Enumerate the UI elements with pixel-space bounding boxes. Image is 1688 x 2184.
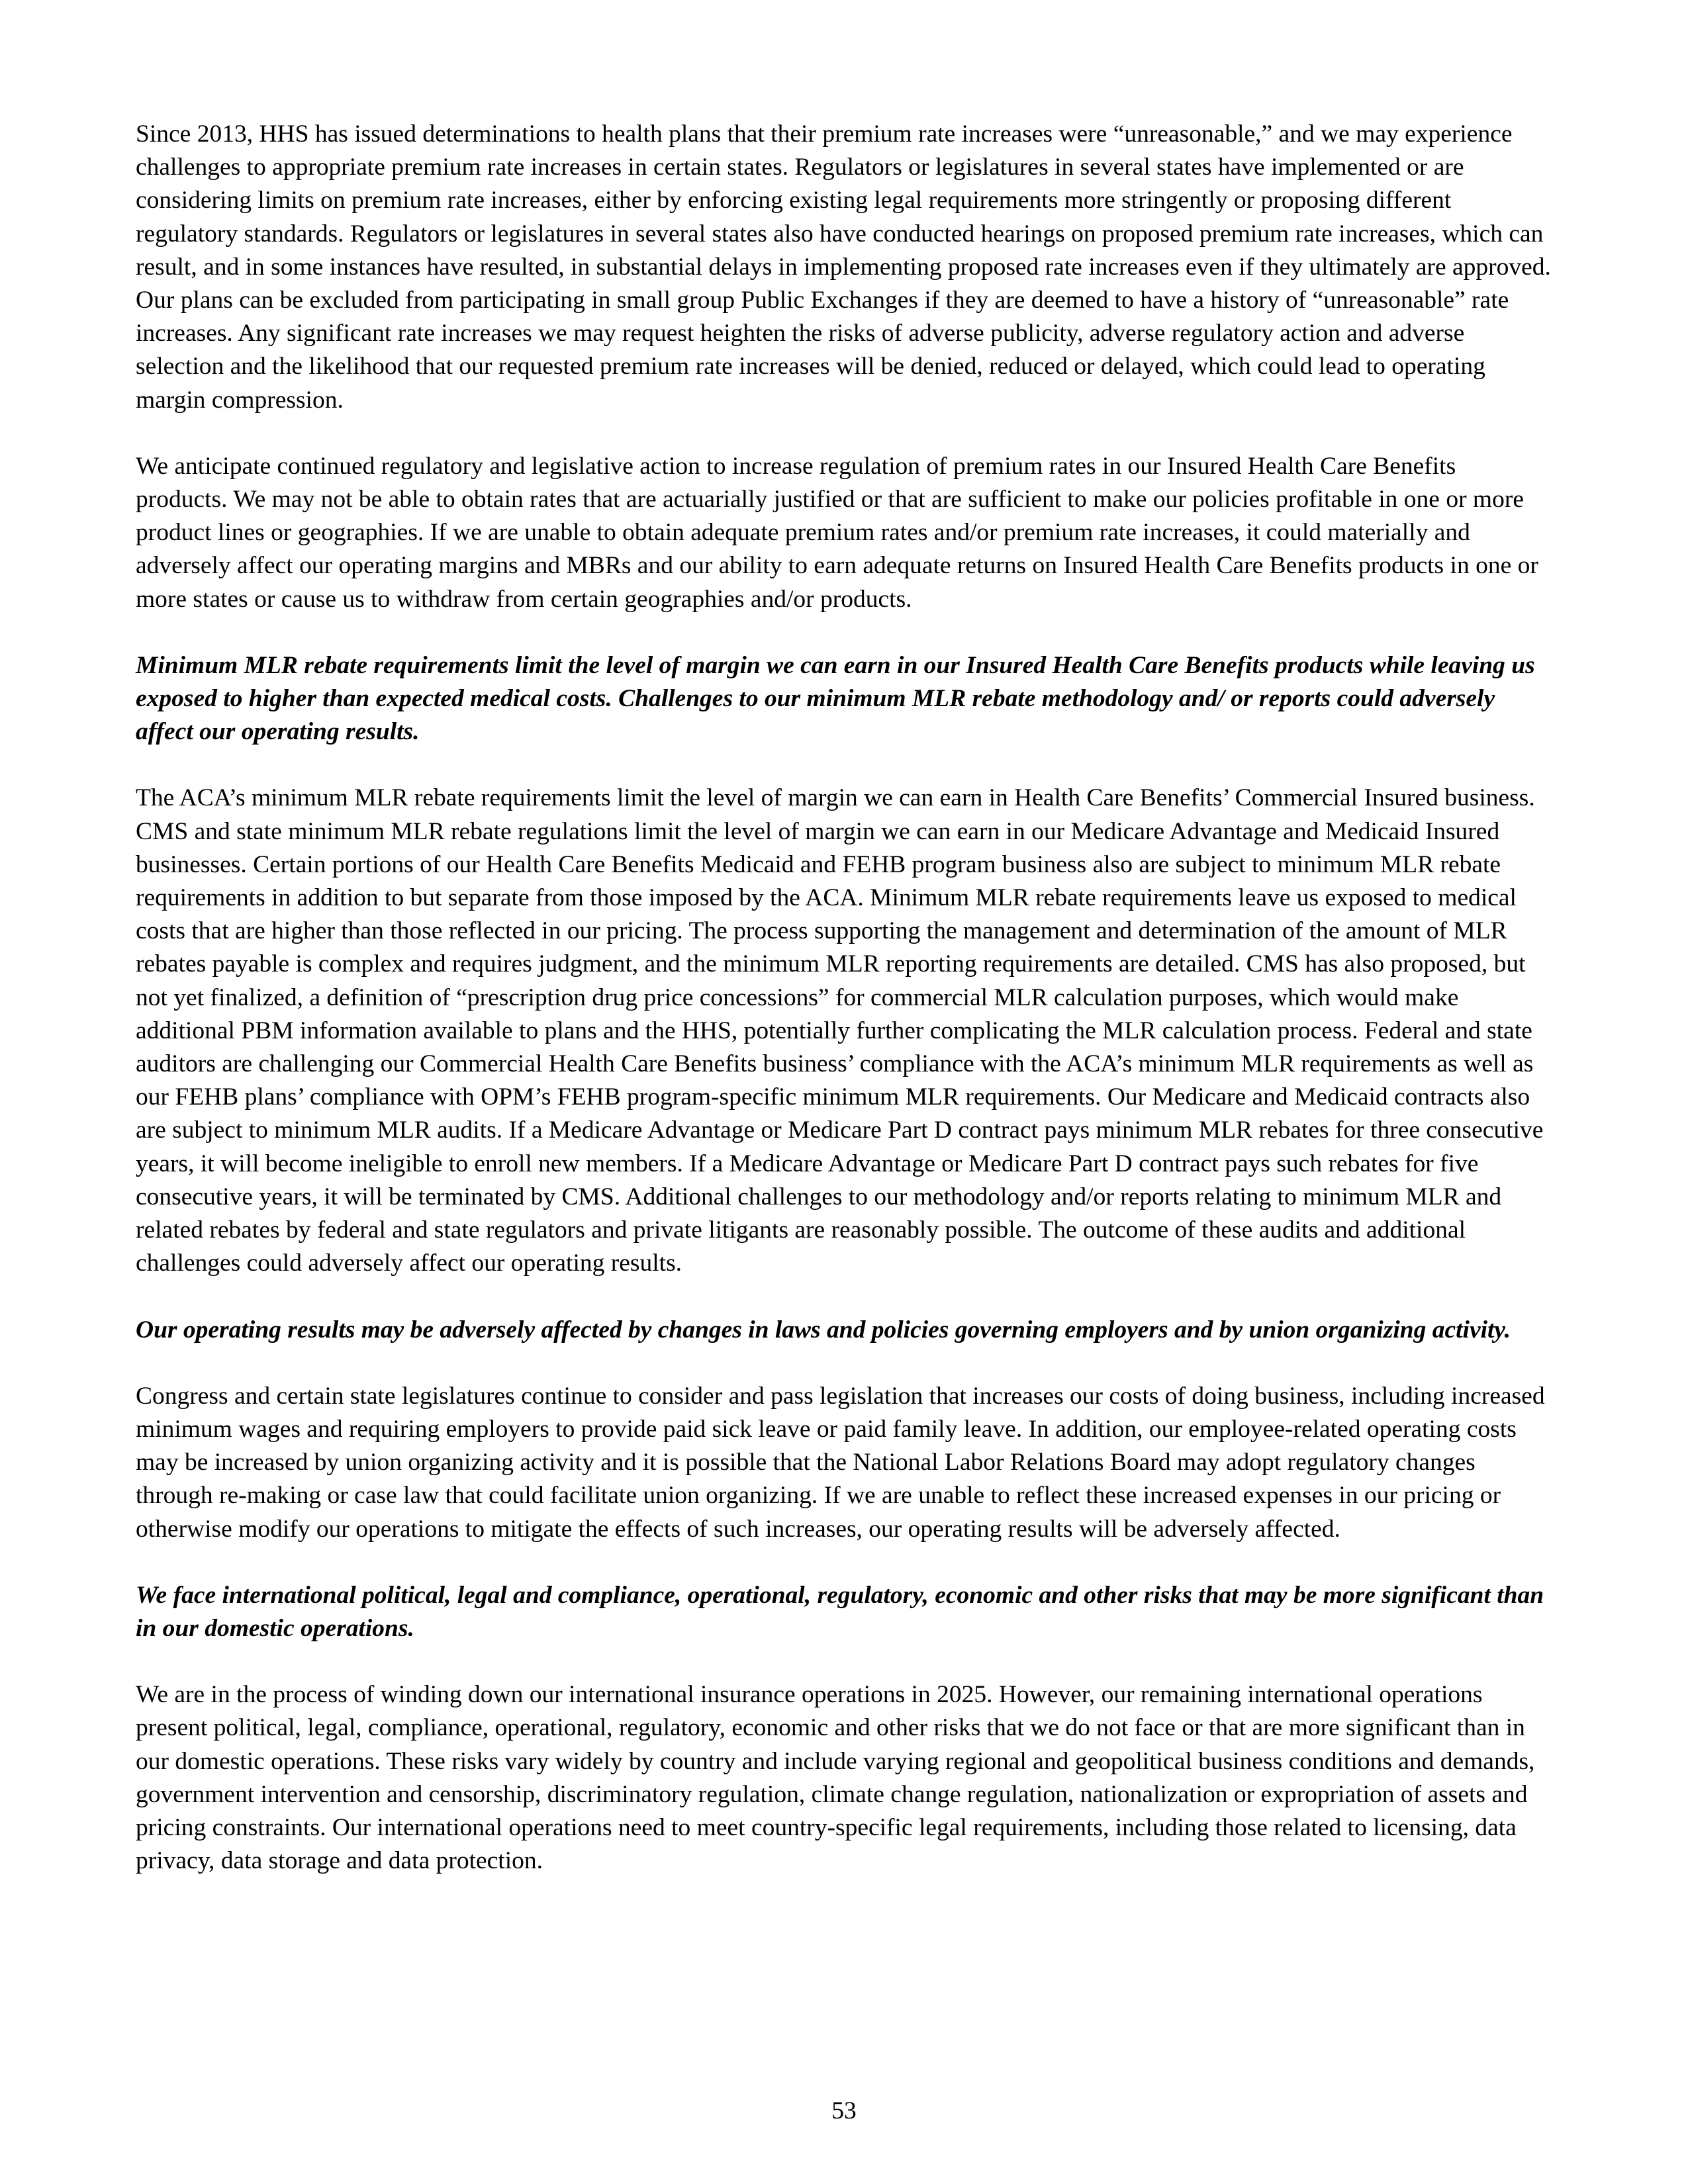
paragraph-premium-regulation: We anticipate continued regulatory and legislative action to increase regulation of premium rates in our Insured Health Care Benefits products. We may not be able to obtain rates that are actuarially justified or that are sufficient to make our policies profitable in one or more product lines or geographies. If we are unable to obtain adequate premium rates and/or premium rate increases, it could materially and adversely affect our operating margins and MBRs and our ability to earn adequate returns on Insured Health Care Benefits products in one or more states or cause us to withdraw from certain geographies and/or products. — [136, 452, 1538, 613]
paragraph-international-operations: We are in the process of winding down our international insurance operations in 2025. However, our remaining international operations present political, legal, compliance, operational, regulatory, economic and other risks that we do not face or that are more significant than in our domestic operations. These risks vary widely by country and include varying regional and geopolitical business conditions and demands, government intervention and censorship, discriminatory regulation, climate change regulation, nationalization or expropriation of assets and pricing constraints. Our international operations need to meet country-specific legal requirements, including those related to licensing, data privacy, data storage and data protection. — [136, 1681, 1535, 1875]
paragraph-employer-costs: Congress and certain state legislatures continue to consider and pass legislation that increases our costs of doing business, including increased minimum wages and requiring employers to provide paid sick leave or paid family leave. In addition, our employee-related operating costs may be increased by union organizing activity and it is possible that the National Labor Relations Board may adopt regulatory changes through re-making or case law that could facilitate union organizing. If we are unable to reflect these increased expenses in our pricing or otherwise modify our operations to mitigate the effects of such increases, our operating results will be adversely affected. — [136, 1382, 1545, 1543]
page-number: 53 — [831, 2097, 857, 2124]
paragraph-mlr-requirements: The ACA’s minimum MLR rebate requirements limit the level of margin we can earn in Health Care Benefits’ Commercial Insured business. CMS and state minimum MLR rebate regulations limit the level of margin we can earn in our Medicare Advantage and Medicaid Insured businesses. Certain portions of our Health Care Benefits Medicaid and FEHB program business also are subject to minimum MLR rebate requirements in addition to but separate from those imposed by the ACA. Minimum MLR rebate requirements leave us exposed to medical costs that are higher than those reflected in our pricing. The process supporting the management and determination of the amount of MLR rebates payable is complex and requires judgment, and the minimum MLR reporting requirements are detailed. CMS has also proposed, but not yet finalized, a definition of “prescription drug price concessions” for commercial MLR calculation purposes, which would make additional PBM information available to plans and the HHS, potentially further complicating the MLR calculation process. Federal and state auditors are challenging our Commercial Health Care Benefits business’ compliance with the ACA’s minimum MLR requirements as well as our FEHB plans’ compliance with OPM’s FEHB program-specific minimum MLR requirements. Our Medicare and Medicaid contracts also are subject to minimum MLR audits. If a Medicare Advantage or Medicare Part D contract pays minimum MLR rebates for three consecutive years, it will become ineligible to enroll new members. If a Medicare Advantage or Medicare Part D contract pays such rebates for five consecutive years, it will be terminated by CMS. Additional challenges to our methodology and/or reports relating to minimum MLR and related rebates by federal and state regulators and private litigants are reasonably possible. The outcome of these audits and additional challenges could adversely affect our operating results. — [136, 784, 1544, 1277]
document-page — [136, 118, 1552, 1911]
paragraph-rate-determinations: Since 2013, HHS has issued determinations to health plans that their premium rate increases were “unreasonable,” and we may experience challenges to appropriate premium rate increases in certain states. Regulators or legislatures in several states have implemented or are considering limits on premium rate increases, either by enforcing existing legal requirements more stringently or proposing different regulatory standards. Regulators or legislatures in several states also have conducted hearings on proposed premium rate increases, which can result, and in some instances have resulted, in substantial delays in implementing proposed rate increases even if they ultimately are approved. Our plans can be excluded from participating in small group Public Exchanges if they are deemed to have a history of “unreasonable” rate increases. Any significant rate increases we may request heighten the risks of adverse publicity, adverse regulatory action and adverse selection and the likelihood that our requested premium rate increases will be denied, reduced or delayed, which could lead to operating margin compression. — [136, 120, 1551, 414]
heading-international-risks: We face international political, legal and compliance, operational, regulatory, economic and other risks that may be more significant than in our domestic operations. — [136, 1581, 1544, 1642]
heading-employer-laws: Our operating results may be adversely affected by changes in laws and policies governing employers and by union organizing activity. — [136, 1316, 1511, 1343]
heading-mlr-rebate: Minimum MLR rebate requirements limit the level of margin we can earn in our Insured Health Care Benefits products while leaving us exposed to higher than expected medical costs. Challenges to our minimum MLR rebate methodology and/ or reports could adversely affect our operating results. — [136, 651, 1535, 746]
